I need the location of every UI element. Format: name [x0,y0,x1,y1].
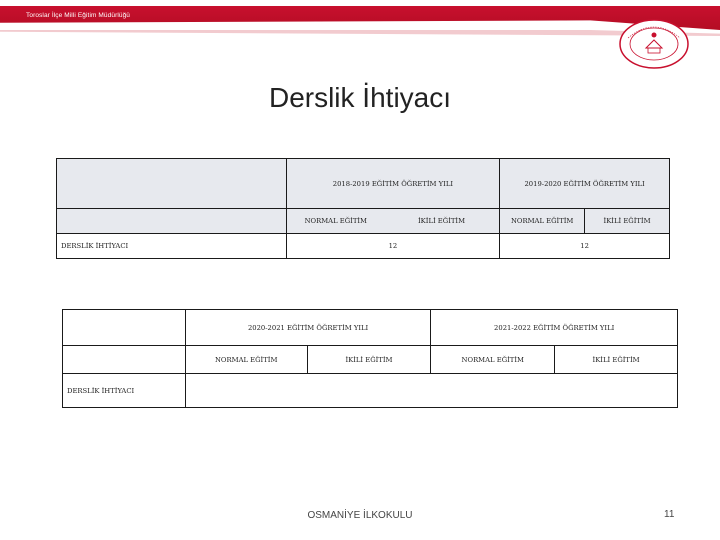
table-first-years [56,158,670,259]
table1-year-header: 2018-2019 EĞİTİM ÖĞRETİM YILI [286,159,500,209]
table1-value-cell: 12 [286,234,500,259]
table1-subheader: İKİLİ EĞİTİM [585,209,670,234]
table2-subheader: İKİLİ EĞİTİM [307,346,431,374]
table2-subheader: NORMAL EĞİTİM [185,346,307,374]
org-name: Toroslar İlçe Milli Eğitim Müdürlüğü [26,12,131,19]
table-second-years [62,309,678,408]
table1-value-cell: 12 [500,234,670,259]
table1-corner-cell [57,159,287,209]
table1-year-header: 2019-2020 EĞİTİM ÖĞRETİM YILI [500,159,670,209]
page-title: Derslik İhtiyacı [268,82,452,113]
table2-corner-cell [63,310,186,346]
table1-empty-cell [57,209,287,234]
header-red-accent [0,30,720,36]
table1-ikili-label: İKİLİ EĞİTİM [418,217,466,225]
table2-subheader: İKİLİ EĞİTİM [555,346,678,374]
table1-subheader: NORMAL EĞİTİM [286,209,500,234]
table2-year-header: 2020-2021 EĞİTİM ÖĞRETİM YILI [185,310,431,346]
table1-row-label: DERSLİK İHTİYACI [57,234,287,259]
table1-subheader: NORMAL EĞİTİM [500,209,585,234]
table2-year-header: 2021-2022 EĞİTİM ÖĞRETİM YILI [431,310,678,346]
table2-value-cell [185,374,677,408]
footer-school-name: OSMANİYE İLKOKULU [307,510,413,521]
page-number: 11 [664,509,675,520]
table2-row-label: DERSLİK İHTİYACI [63,374,186,408]
table2-empty-cell [63,346,186,374]
table2-subheader: NORMAL EĞİTİM [431,346,555,374]
meb-emblem-icon [618,18,690,70]
header-band [0,0,720,44]
